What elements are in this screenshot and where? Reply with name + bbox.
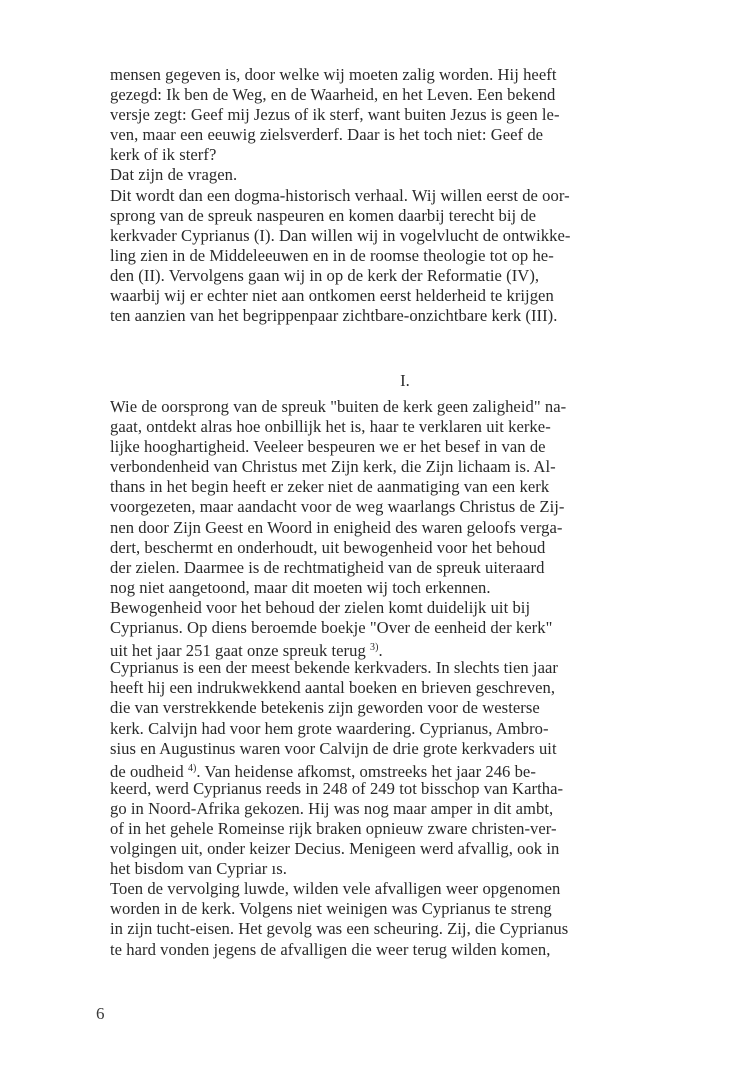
text-line: verbondenheid van Christus met Zijn kerk, die Zijn lichaam is. Al- [110, 457, 556, 477]
line-tail: . [378, 641, 383, 661]
page-number: 6 [96, 1004, 105, 1023]
text-line: kerk of ik sterf? [110, 145, 217, 165]
intro-paragraphs [110, 65, 700, 326]
text-line: Toen de vervolging luwde, wilden vele afvalligen weer opgenomen [110, 879, 561, 899]
text-line: heeft hij een indrukwekkend aantal boeken en brieven geschreven, [110, 678, 556, 698]
text-line: kerkvader Cyprianus (I). Dan willen wij in vogelvlucht de ontwikke- [110, 225, 571, 245]
text-line: kerk. Calvijn had voor hem grote waardering. Cyprianus, Ambro- [110, 718, 549, 738]
text-line: die van verstrekkende betekenis zijn geworden voor de westerse [110, 698, 540, 718]
text-line: keerd, werd Cyprianus reeds in 248 of 249 tot bisschop van Kartha- [110, 778, 564, 798]
text-line: Cyprianus. Op diens beroemde boekje "Over de eenheid der kerk" [110, 618, 553, 638]
footnote-ref-3[interactable]: 3) [370, 642, 379, 654]
text-line: den (II). Vervolgens gaan wij in op de kerk der Reformatie (IV), [110, 265, 540, 285]
text-line: ven, maar een eeuwig zielsverderf. Daar is het toch niet: Geef de [110, 125, 544, 145]
text-line: waarbij wij er echter niet aan ontkomen eerst helderheid te krijgen [110, 286, 554, 306]
text-line: thans in het begin heeft er zeker niet de aanmatiging van een kerk [110, 477, 550, 497]
text-line: worden in de kerk. Volgens niet weinigen was Cyprianus te streng [110, 899, 552, 919]
footnote-ref-4[interactable]: 4) [187, 762, 197, 774]
text-line: sius en Augustinus waren voor Calvijn de drie grote kerkvaders uit [110, 738, 557, 758]
text-line: der zielen. Daarmee is de rechtmatigheid van de spreuk uiteraard [110, 557, 545, 577]
section-paragraphs [110, 397, 700, 960]
text-line: in zijn tucht-eisen. Het gevolg was een scheuring. Zij, die Cyprianus [110, 919, 569, 939]
text-line: go in Noord-Afrika gekozen. Hij was nog maar amper in dit ambt, [110, 798, 554, 818]
text-line: ten aanzien van het begrippenpaar zichtbare-onzichtbare kerk (III). [110, 306, 558, 326]
text-line: te hard vonden jegens de afvalligen die weer terug wilden komen, [110, 939, 551, 959]
text-line: sprong van de spreuk naspeuren en komen daarbij terecht bij de [110, 205, 537, 225]
text-line: Wie de oorsprong van de spreuk "buiten de kerk geen zaligheid" na- [110, 397, 567, 416]
text-line: volgingen uit, onder keizer Decius. Menigeen werd afvallig, ook in [110, 839, 560, 859]
text-line: Dit wordt dan een dogma-historisch verhaal. Wij willen eerst de oor- [110, 185, 570, 205]
text-line: Cyprianus is een der meest bekende kerkvaders. In slechts tien jaar [110, 658, 558, 678]
line-text: de oudheid [110, 761, 184, 781]
text-line: versje zegt: Geef mij Jezus of ik sterf, want buiten Jezus is geen le- [110, 105, 560, 125]
text-line: Bewogenheid voor het behoud der zielen komt duidelijk uit bij [110, 597, 531, 617]
text-line: het bisdom van Cypriar ıs. [110, 859, 287, 879]
text-line: of in het gehele Romeinse rijk braken opnieuw zware christen-ver- [110, 818, 557, 838]
text-line: ling zien in de Middeleeuwen en in de roomse theologie tot op he- [110, 245, 554, 265]
text-line: lijke hooghartigheid. Veeleer bespeuren we er het besef in van de [110, 437, 546, 457]
text-line: voorgezeten, maar aandacht voor de weg waarlangs Christus de Zij- [110, 497, 565, 517]
text-line: Dat zijn de vragen. [110, 165, 238, 185]
text-line: gaat, ontdekt alras hoe onbillijk het is, haar te verklaren uit kerke- [110, 417, 551, 437]
text-line: mensen gegeven is, door welke wij moeten zalig worden. Hij heeft [110, 65, 557, 84]
text-line-with-footnote [110, 638, 700, 661]
text-line: nog niet aangetoond, maar dit moeten wij toch erkennen. [110, 577, 491, 597]
text-line: dert, beschermt en onderhoudt, uit bewogenheid voor het behoud [110, 537, 546, 557]
section-heading: I. [400, 371, 410, 390]
text-line: nen door Zijn Geest en Woord in enigheid des waren geloofs verga- [110, 517, 563, 537]
line-tail: . Van heidense afkomst, omstreeks het jaar 246 be- [196, 761, 536, 781]
text-line: gezegd: Ik ben de Weg, en de Waarheid, en het Leven. Een bekend [110, 85, 556, 105]
line-text: uit het jaar 251 gaat onze spreuk terug [110, 641, 366, 661]
text-line-with-footnote [110, 759, 700, 779]
